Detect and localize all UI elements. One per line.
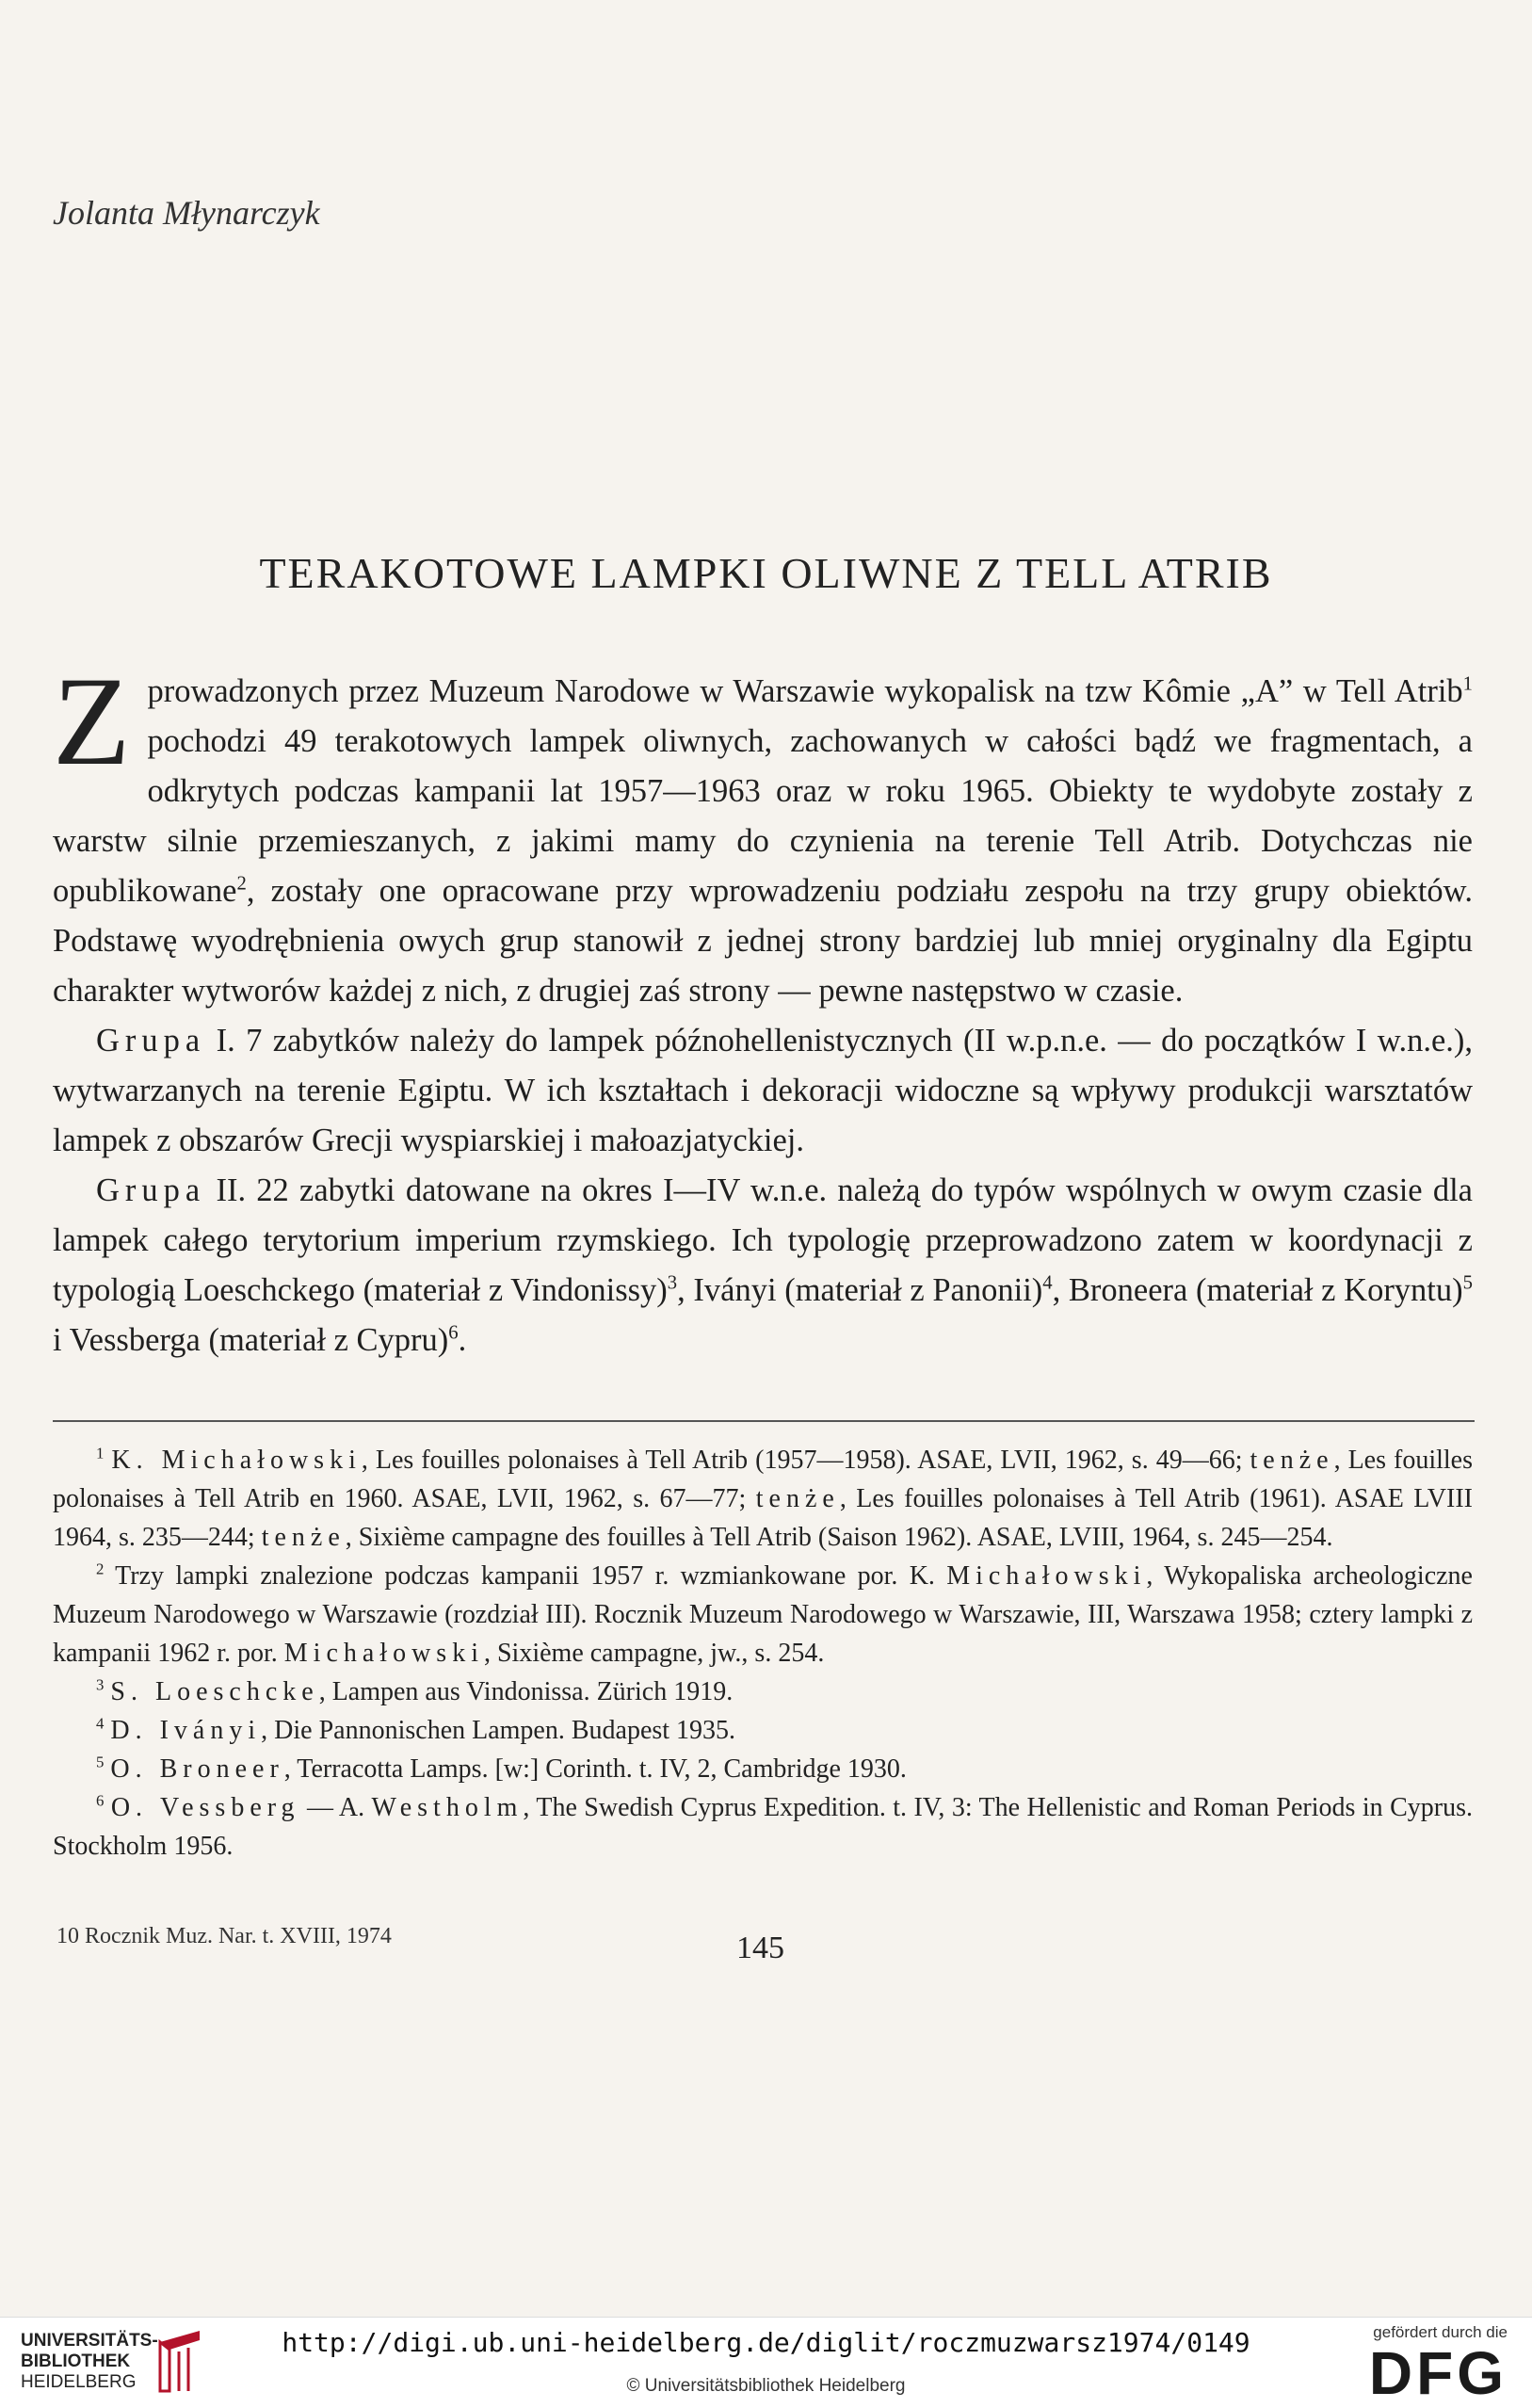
paragraph-intro: Z prowadzonych przez Muzeum Narodowe w Warszawie wykopalisk na tzw Kômie „A” w Tell Atrib$^1$ pochodzi 49 terakotowych lampek oliwnych, zachowanych w całości bądź we fragmentach, a odkrytych podczas kampanii lat 1957—1963 oraz w roku 1965. Obiekty te wydobyte zostały z warstw silnie przemieszanych, z jakimi mamy do czynienia na terenie Tell Atrib. Dotychczas nie opublikowane$^2$, zostały one opracowane przy wprowadzeniu podziału zespołu na trzy grupy obiektów. Podstawę wyodrębnienia owych grup stanowił z jednej strony bardziej lub mniej oryginalny dla Egiptu charakter wytworów każdej z nich, z drugiej zaś strony — pewne następstwo w czasie. [53, 652, 1473, 1009]
footnote-2: $^2$ Trzy lampki znalezione podczas kampanii 1957 r. wzmiankowane por. K. Michałowski, Wykopaliska archeologiczne Muzeum Narodowego w Warszawie (rozdział III). Rocznik Muzeum Narodowego w Warszawie, III, Warszawa 1958; cztery lampki z kampanii 1962 r. por. Michałowski, Sixième campagne, jw., s. 254. [53, 1560, 1473, 1668]
source-url[interactable]: http://digi.ub.uni-heidelberg.de/diglit/roczmuzwarsz1974/0149 [282, 2327, 1250, 2358]
footnote-ref: 4 [1042, 1272, 1053, 1294]
footnote-ref: 3 [667, 1272, 678, 1294]
footnote-divider [53, 1420, 1475, 1422]
drop-cap: Z [53, 652, 131, 792]
group-label: Grupa [96, 1172, 206, 1208]
copyright-notice: © Universitätsbibliothek Heidelberg [626, 2376, 906, 2396]
journal-signature: 10 Rocznik Muz. Nar. t. XVIII, 1974 [56, 1924, 392, 1948]
footnote-ref: 1 [1462, 673, 1473, 695]
digitization-bar [0, 2317, 1532, 2408]
footnote-6: $^6$ O. Vessberg — A. Westholm, The Swedish Cyprus Expedition. t. IV, 3: The Hellenistic and Roman Periods in Cyprus. Stockholm 1956. [53, 1791, 1473, 1861]
footnote-ref: 2 [236, 873, 247, 895]
article-title: TERAKOTOWE LAMPKI OLIWNE Z TELL ATRIB [259, 549, 1273, 597]
article-body [53, 652, 1473, 1366]
group-label: Grupa [96, 1023, 206, 1059]
funding-note: gefördert durch die [1373, 2323, 1508, 2341]
author-name: Jolanta Młynarczyk [53, 194, 320, 232]
library-logo[interactable]: UNIVERSITÄTS- BIBLIOTHEK HEIDELBERG [21, 2331, 158, 2392]
footnote-4: $^4$ D. Iványi, Die Pannonischen Lampen. Budapest 1935. [96, 1714, 736, 1745]
footnote-3: $^3$ S. Loeschcke, Lampen aus Vindonissa. Zürich 1919. [96, 1675, 734, 1706]
dfg-logo: DFG [1368, 2339, 1508, 2407]
page-number: 145 [736, 1931, 784, 1965]
footnote-ref: 6 [448, 1322, 459, 1344]
paragraph-group-1: Grupa I. 7 zabytków należy do lampek późnohellenistycznych (II w.p.n.e. — do początków I w.n.e.), wytwarzanych na terenie Egiptu. W ich kształtach i dekoracji widoczne są wpływy produkcji warsztatów lampek z obszarów Grecji wyspiarskiej i małoazjatyckiej. [53, 1023, 1473, 1158]
footnotes [53, 1441, 1473, 1866]
paragraph-group-2: Grupa II. 22 zabytki datowane na okres I—IV w.n.e. należą do typów wspólnych w owym czasie dla lampek całego terytorium imperium rzymskiego. Ich typologię przeprowadzono zatem w koordynacji z typologią Loeschckego (materiał z Vindonissy)$^3$, Iványi (materiał z Panonii)$^4$, Broneera (materiał z Koryntu)$^5$ i Vessberga (materiał z Cypru)$^6$. [53, 1172, 1473, 1358]
footnote-1: $^1$ K. Michałowski, Les fouilles polonaises à Tell Atrib (1957—1958). ASAE, LVII, 1962, s. 49—66; tenże, Les fouilles polonaises à Tell Atrib en 1960. ASAE, LVII, 1962, s. 67—77; tenże, Les fouilles polonaises à Tell Atrib (1961). ASAE LVIII 1964, s. 235—244; tenże, Sixième campagne des fouilles à Tell Atrib (Saison 1962). ASAE, LVIII, 1964, s. 245—254. [53, 1444, 1473, 1552]
footnote-5: $^5$ O. Broneer, Terracotta Lamps. [w:] Corinth. t. IV, 2, Cambridge 1930. [96, 1753, 907, 1784]
footnote-ref: 5 [1462, 1272, 1473, 1294]
